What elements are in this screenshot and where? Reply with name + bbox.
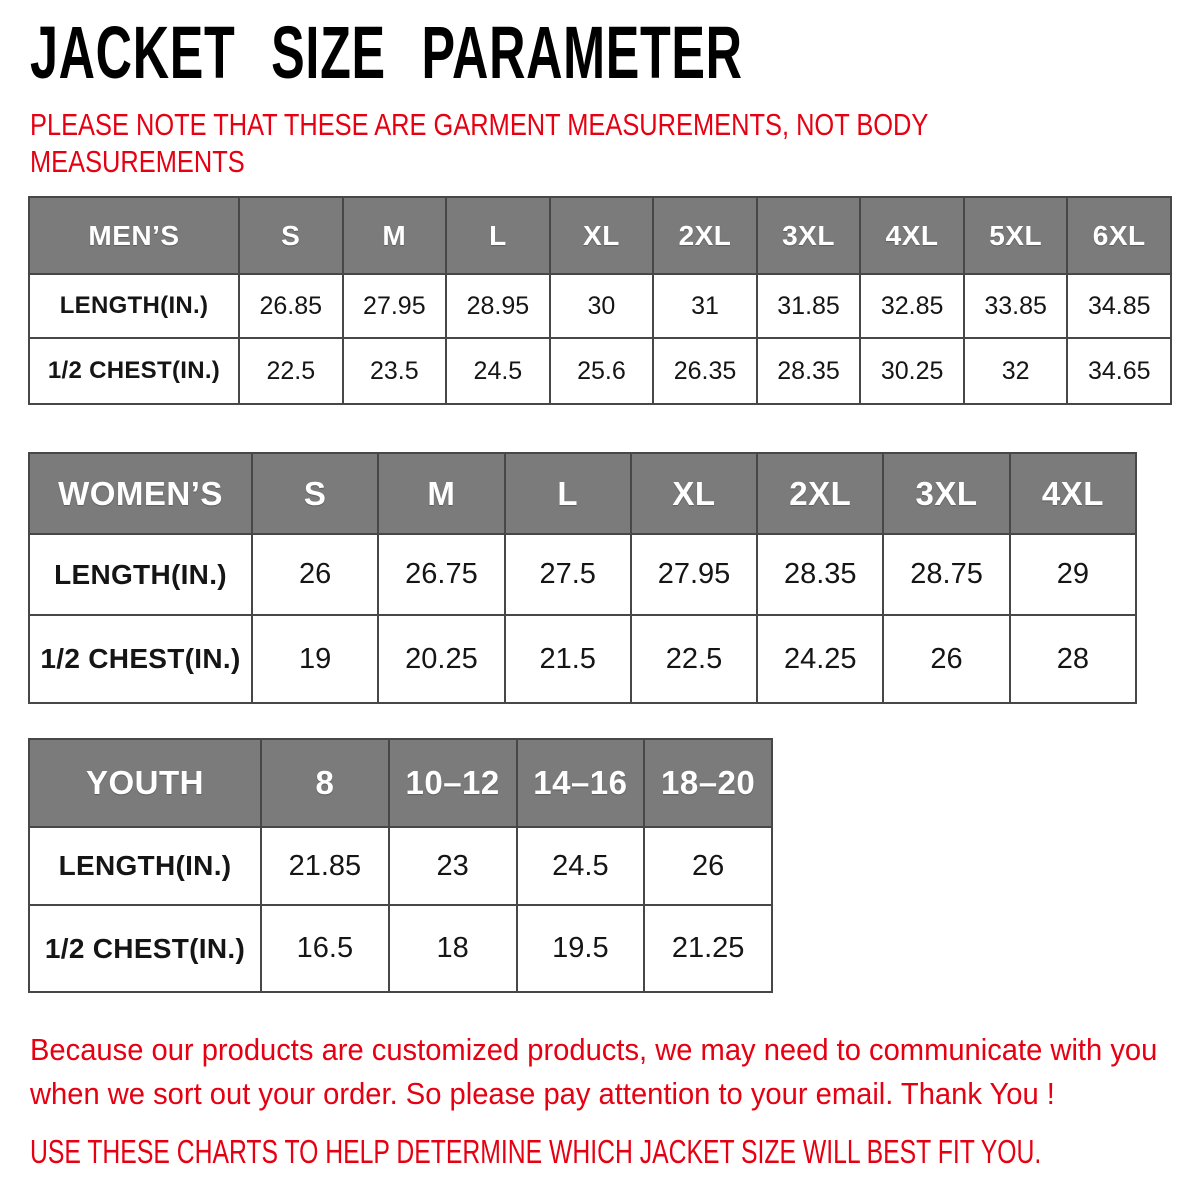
measurement-value-cell: 26 <box>253 535 379 616</box>
measurement-value-cell: 23.5 <box>344 339 448 405</box>
measurement-value-cell: 28.35 <box>758 339 862 405</box>
size-column-header: XL <box>632 454 758 535</box>
size-column-header: 2XL <box>758 454 884 535</box>
customization-note-line-2: when we sort out your order. So please pay attention to your email. Thank You ! <box>30 1076 1055 1111</box>
measurement-value-cell: 28 <box>1011 616 1137 704</box>
womens-size-table <box>28 452 1137 704</box>
measurement-value-cell: 26.85 <box>240 275 344 339</box>
size-column-header: L <box>447 198 551 275</box>
measurement-row-label: 1/2 CHEST(IN.) <box>30 906 262 993</box>
size-column-header: 2XL <box>654 198 758 275</box>
measurement-value-cell: 26 <box>884 616 1010 704</box>
measurement-value-cell: 19 <box>253 616 379 704</box>
measurement-value-cell: 19.5 <box>518 906 646 993</box>
measurement-value-cell: 16.5 <box>262 906 390 993</box>
measurement-value-cell: 26.35 <box>654 339 758 405</box>
measurement-value-cell: 23 <box>390 828 518 906</box>
measurement-value-cell: 34.85 <box>1068 275 1172 339</box>
size-column-header: M <box>344 198 448 275</box>
measurement-value-cell: 33.85 <box>965 275 1069 339</box>
measurement-value-cell: 28.95 <box>447 275 551 339</box>
size-column-header: 5XL <box>965 198 1069 275</box>
measurement-value-cell: 29 <box>1011 535 1137 616</box>
measurement-value-cell: 24.25 <box>758 616 884 704</box>
size-column-header: 4XL <box>861 198 965 275</box>
size-column-header: S <box>253 454 379 535</box>
measurement-value-cell: 28.35 <box>758 535 884 616</box>
size-column-header: XL <box>551 198 655 275</box>
table-title-cell: YOUTH <box>30 740 262 828</box>
measurement-row-label: LENGTH(IN.) <box>30 535 253 616</box>
measurement-value-cell: 25.6 <box>551 339 655 405</box>
measurement-value-cell: 20.25 <box>379 616 505 704</box>
chart-usage-note: USE THESE CHARTS TO HELP DETERMINE WHICH JACKET SIZE WILL BEST FIT YOU. <box>30 1133 1042 1170</box>
note-line-2: MEASUREMENTS <box>30 144 245 179</box>
measurement-value-cell: 27.5 <box>506 535 632 616</box>
mens-size-table <box>28 196 1172 405</box>
measurement-value-cell: 22.5 <box>240 339 344 405</box>
measurement-value-cell: 21.25 <box>645 906 773 993</box>
measurement-value-cell: 27.95 <box>632 535 758 616</box>
size-column-header: 3XL <box>758 198 862 275</box>
measurement-value-cell: 27.95 <box>344 275 448 339</box>
note-line-1: PLEASE NOTE THAT THESE ARE GARMENT MEASUREMENTS, NOT BODY <box>30 107 929 142</box>
size-column-header: 14–16 <box>518 740 646 828</box>
measurement-value-cell: 21.5 <box>506 616 632 704</box>
measurement-value-cell: 24.5 <box>447 339 551 405</box>
customization-note-line-1: Because our products are customized products, we may need to communicate with you <box>30 1032 1158 1067</box>
measurement-value-cell: 30.25 <box>861 339 965 405</box>
measurement-value-cell: 24.5 <box>518 828 646 906</box>
size-column-header: 3XL <box>884 454 1010 535</box>
measurement-value-cell: 34.65 <box>1068 339 1172 405</box>
footer-notes <box>30 1028 1200 1174</box>
size-column-header: 10–12 <box>390 740 518 828</box>
measurement-value-cell: 32.85 <box>861 275 965 339</box>
size-column-header: 18–20 <box>645 740 773 828</box>
size-column-header: S <box>240 198 344 275</box>
measurement-value-cell: 22.5 <box>632 616 758 704</box>
measurement-value-cell: 26 <box>645 828 773 906</box>
size-column-header: M <box>379 454 505 535</box>
measurement-row-label: 1/2 CHEST(IN.) <box>30 339 240 405</box>
youth-size-table <box>28 738 773 993</box>
table-title-cell: MEN’S <box>30 198 240 275</box>
measurement-value-cell: 18 <box>390 906 518 993</box>
measurement-value-cell: 31 <box>654 275 758 339</box>
measurement-value-cell: 26.75 <box>379 535 505 616</box>
measurement-value-cell: 28.75 <box>884 535 1010 616</box>
garment-measurement-note <box>30 106 928 180</box>
measurement-value-cell: 30 <box>551 275 655 339</box>
size-column-header: 8 <box>262 740 390 828</box>
measurement-row-label: 1/2 CHEST(IN.) <box>30 616 253 704</box>
size-column-header: 4XL <box>1011 454 1137 535</box>
table-title-cell: WOMEN’S <box>30 454 253 535</box>
measurement-value-cell: 32 <box>965 339 1069 405</box>
measurement-value-cell: 31.85 <box>758 275 862 339</box>
measurement-row-label: LENGTH(IN.) <box>30 828 262 906</box>
size-column-header: L <box>506 454 632 535</box>
measurement-row-label: LENGTH(IN.) <box>30 275 240 339</box>
page-title: JACKET SIZE PARAMETER <box>30 11 743 94</box>
size-column-header: 6XL <box>1068 198 1172 275</box>
measurement-value-cell: 21.85 <box>262 828 390 906</box>
